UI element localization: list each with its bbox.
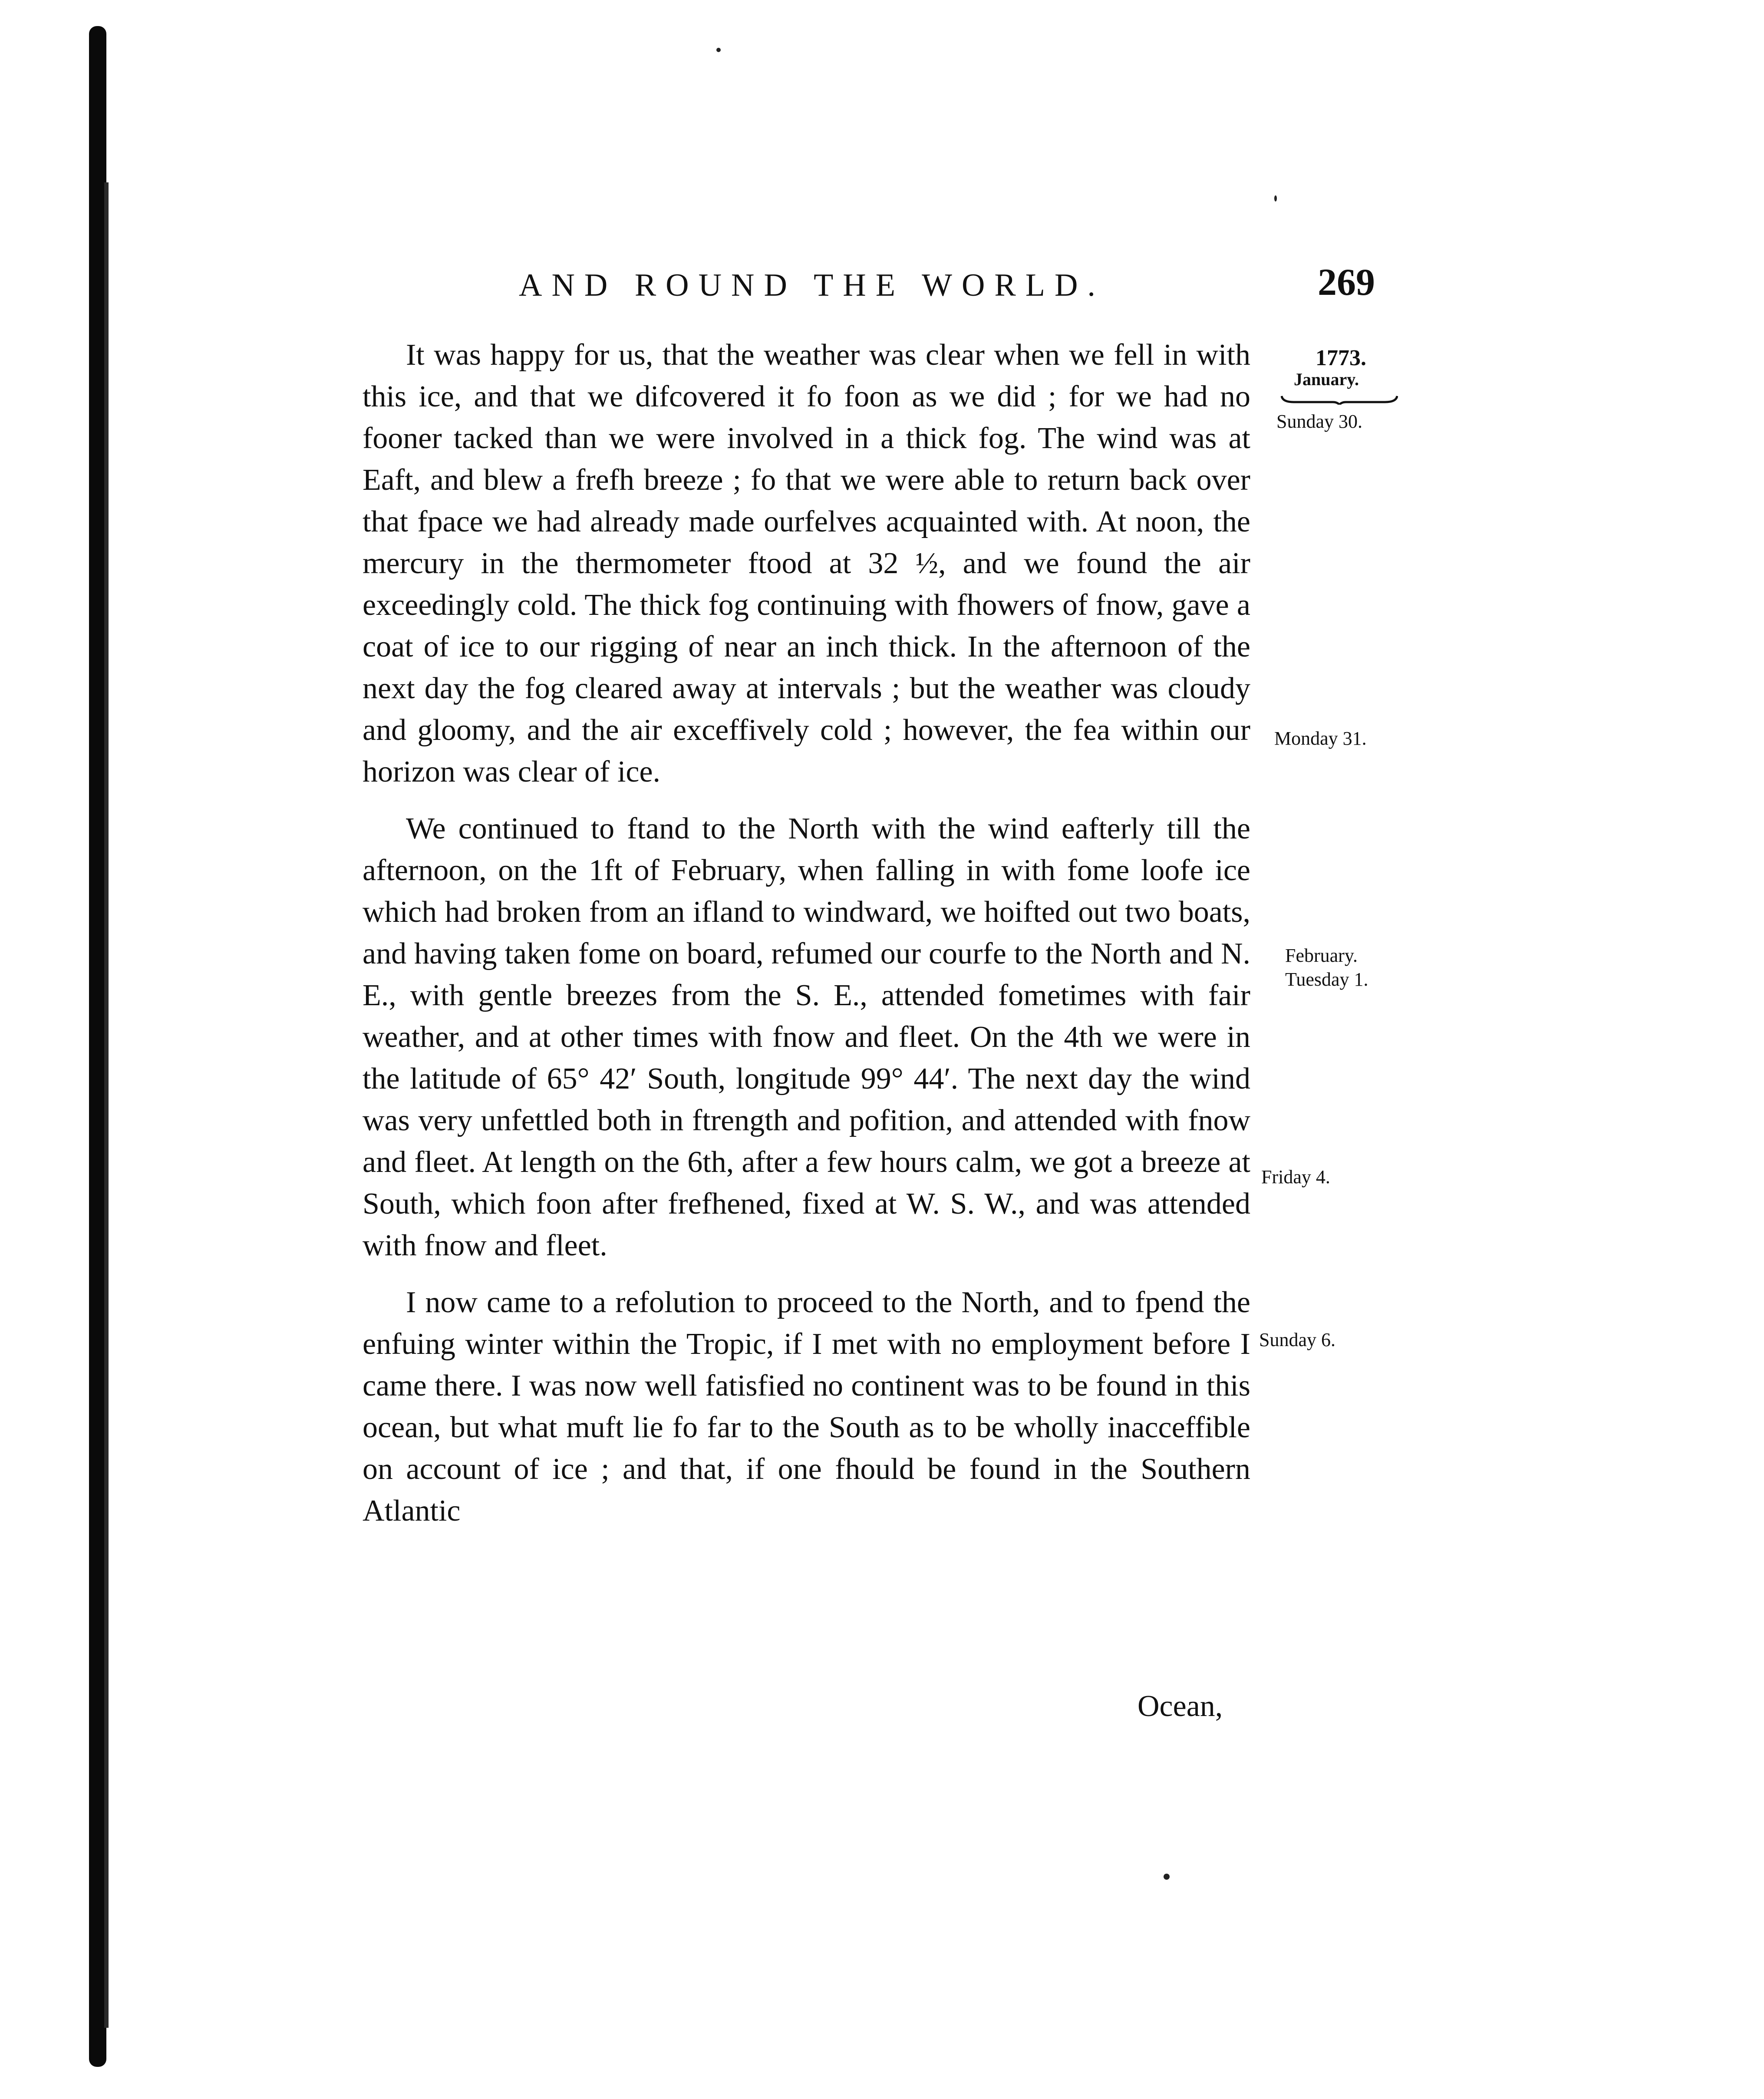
scan-speck	[1164, 1874, 1170, 1880]
binding-edge-shadow	[89, 26, 106, 2067]
margin-note-february: February.	[1285, 945, 1358, 966]
paragraph: I now came to a refolution to proceed to the North, and to fpend the enfuing winter within the Tropic, if I met with no employment before I came there. I was now well fatisfied no continent was to be found in this ocean, but what muft lie fo far to the South as to be wholly inacceffible on account of ice ; and that, if one fhould be found in the Southern Atlantic	[363, 1286, 1250, 1528]
page-number: 269	[1318, 261, 1375, 304]
paragraph: We continued to ftand to the North with the wind eafterly till the afternoon, on the 1ft of February, when falling in with fome loofe ice which had broken from an ifland to windward, we hoifted out two boats, and having taken fome on board, refumed our courfe to the North and N. E., with gentle breezes from the S. E., attended fometimes with fair weather, and at other times with fnow and fleet. On the 4th we were in the latitude of 65° 42′ South, longitude 99° 44′. The next day the wind was very unfettled both in ftrength and pofition, and attended with fnow and fleet. At length on the 6th, after a few hours calm, we got a breeze at South, which foon after frefhened, fixed at W. S. W., and was attended with fnow and fleet.	[363, 812, 1250, 1262]
margin-note-sunday-30: Sunday 30.	[1276, 411, 1362, 432]
catchword: Ocean,	[1138, 1690, 1223, 1723]
margin-brace-icon	[1281, 394, 1398, 405]
running-title: AND ROUND THE WORLD.	[519, 267, 1105, 303]
scan-speck	[716, 48, 721, 52]
margin-note-year: 1773.	[1316, 346, 1366, 370]
margin-note-tuesday-1: Tuesday 1.	[1285, 969, 1368, 990]
body-text	[363, 334, 1250, 1532]
margin-note-friday-4: Friday 4.	[1261, 1166, 1330, 1188]
margin-note-january: January.	[1294, 370, 1359, 389]
scan-speck	[1274, 195, 1277, 201]
margin-note-monday-31: Monday 31.	[1274, 728, 1367, 749]
margin-note-sunday-6: Sunday 6.	[1259, 1329, 1335, 1350]
binding-edge-inner-shadow	[104, 182, 109, 2028]
paragraph: It was happy for us, that the weather was clear when we fell in with this ice, and that we difcovered it fo foon as we did ; for we had no fooner tacked than we were involved in a thick fog. The wind was at Eaft, and blew a frefh breeze ; fo that we were able to return back over that fpace we had already made ourfelves acquainted with. At noon, the mercury in the thermometer ftood at 32 ½, and we found the air exceedingly cold. The thick fog continuing with fhowers of fnow, gave a coat of ice to our rigging of near an inch thick. In the afternoon of the next day the fog cleared away at intervals ; but the weather was cloudy and gloomy, and the air exceffively cold ; however, the fea within our horizon was clear of ice.	[363, 338, 1250, 789]
